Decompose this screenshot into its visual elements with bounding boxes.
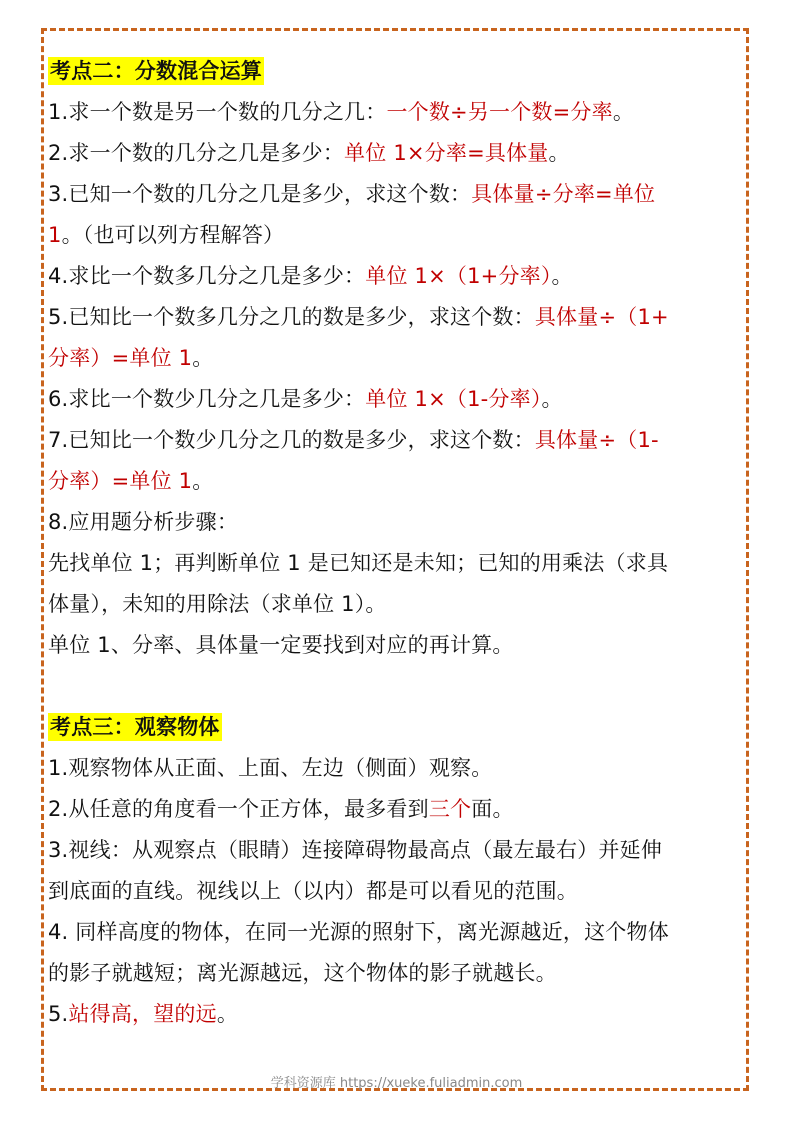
section2-item3-cont: [48, 215, 748, 256]
item-text: 面。: [471, 797, 514, 821]
item-formula: 分率）=单位 1: [48, 346, 193, 370]
item-formula: 单位 1×（1-分率）: [365, 387, 542, 411]
item-text: 5.已知比一个数多几分之几的数是多少，求这个数：: [48, 305, 535, 329]
item-text: 。（也可以列方程解答）: [61, 223, 285, 247]
section2-item8: 8.应用题分析步骤：: [48, 510, 239, 534]
item-formula: 1: [48, 223, 62, 247]
item-text: 1.求一个数是另一个数的几分之几：: [48, 100, 387, 124]
item-punct: 。: [192, 469, 214, 493]
item-punct: 。: [612, 100, 635, 124]
item-formula: 具体量÷（1-: [534, 428, 659, 452]
item-formula: 分率）=单位 1: [48, 469, 193, 493]
section2-heading-line: [48, 51, 748, 92]
spacer: [48, 666, 748, 707]
section3-item1: 1.观察物体从正面、上面、左边（侧面）观察。: [48, 756, 493, 780]
item-formula: 单位 1×（1+分率）: [365, 264, 552, 288]
section2-heading: 考点二：分数混合运算: [50, 59, 262, 83]
section2-item1: [48, 92, 748, 133]
item-punct: 。: [192, 346, 214, 370]
section3-heading: 考点三：观察物体: [50, 715, 220, 739]
item-text: 5.: [48, 1002, 69, 1026]
section2-item2: [48, 133, 748, 174]
section2-item6: [48, 379, 748, 420]
item-punct: 。: [551, 264, 573, 288]
section3-item2: [48, 789, 748, 830]
item-formula: 具体量÷分率=单位: [471, 182, 656, 206]
item-text: 7.已知比一个数少几分之几的数是多少，求这个数：: [48, 428, 535, 452]
item-text: 6.求比一个数少几分之几是多少：: [48, 387, 366, 411]
section3-heading-line: [48, 707, 748, 748]
item-punct: 。: [548, 141, 570, 165]
section2-item7-cont: [48, 461, 748, 502]
section3-item4: 4. 同样高度的物体，在同一光源的照射下，离光源越近，这个物体: [48, 920, 669, 944]
section3-item4-cont: 的影子就越短；离光源越远，这个物体的影子就越长。: [48, 961, 557, 985]
section2-item8-text2: 体量），未知的用除法（求单位 1）。: [48, 592, 387, 616]
item-text: 2.从任意的角度看一个正方体，最多看到: [48, 797, 429, 821]
section2-item8-text3: 单位 1、分率、具体量一定要找到对应的再计算。: [48, 633, 514, 657]
item-highlight: 站得高，望的远: [68, 1002, 217, 1026]
section3-item5: [48, 994, 748, 1035]
item-formula: 单位 1×分率=具体量: [344, 141, 549, 165]
section3-item3-cont: 到底面的直线。视线以上（以内）都是可以看见的范围。: [48, 879, 578, 903]
item-text: 3.已知一个数的几分之几是多少，求这个数：: [48, 182, 472, 206]
document-body: [48, 51, 748, 1035]
item-punct: 。: [541, 387, 563, 411]
item-text: 4.求比一个数多几分之几是多少：: [48, 264, 366, 288]
footer-watermark: 学科资源库 https://xueke.fuliadmin.com: [270, 1076, 523, 1091]
item-text: 2.求一个数的几分之几是多少：: [48, 141, 345, 165]
section2-item5: [48, 297, 748, 338]
section2-item4: [48, 256, 748, 297]
section2-item3: [48, 174, 748, 215]
section3-item3: 3.视线：从观察点（眼睛）连接障碍物最高点（最左最右）并延伸: [48, 838, 663, 862]
item-highlight: 三个: [428, 797, 472, 821]
item-formula: 具体量÷（1+: [534, 305, 669, 329]
section2-item7: [48, 420, 748, 461]
item-punct: 。: [216, 1002, 239, 1026]
section2-item5-cont: [48, 338, 748, 379]
item-formula: 一个数÷另一个数=分率: [386, 100, 613, 124]
section2-item8-text1: 先找单位 1；再判断单位 1 是已知还是未知；已知的用乘法（求具: [48, 551, 669, 575]
